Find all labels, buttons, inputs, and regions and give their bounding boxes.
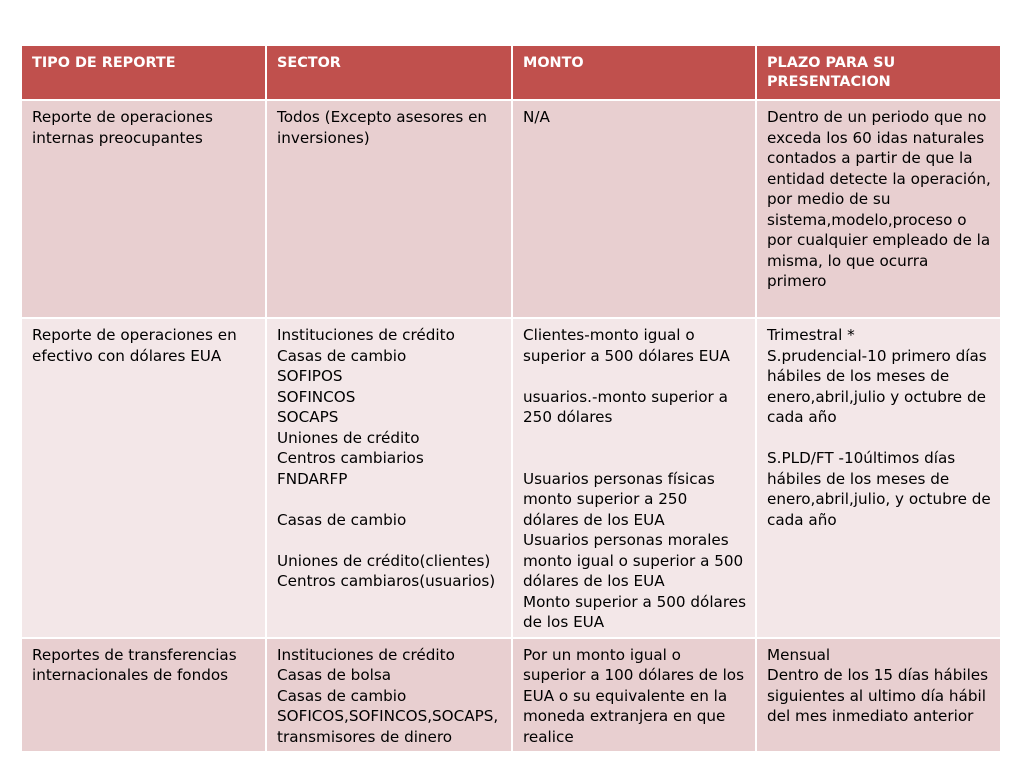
table-row	[21, 638, 1001, 753]
cell-sector: Instituciones de crédito Casas de cambio SOFIPOS SOFINCOS SOCAPS Uniones de crédito Centros cambiarios FNDARFP Casas de cambio Uniones de crédito(clientes) Centros cambiaros(usuarios)	[266, 318, 512, 638]
cell-tipo: Reporte de operaciones en efectivo con dólares EUA	[21, 318, 266, 638]
table-row	[21, 318, 1001, 638]
cell-tipo: Reportes de transferencias internacionales de fondos	[21, 638, 266, 753]
cell-plazo: Trimestral * S.prudencial-10 primero días hábiles de los meses de enero,abril,julio y octubre de cada año S.PLD/FT -10últimos días hábiles de los meses de enero,abril,julio, y octubre de cada año	[756, 318, 1001, 638]
table-row	[21, 100, 1001, 318]
cell-plazo: Dentro de un periodo que no exceda los 60 idas naturales contados a partir de que la entidad detecte la operación, por medio de su sistema,modelo,proceso o por cualquier empleado de la misma, lo que ocurra primero	[756, 100, 1001, 318]
report-table	[20, 44, 1002, 753]
cell-monto: N/A	[512, 100, 756, 318]
cell-monto: Por un monto igual o superior a 100 dólares de los EUA o su equivalente en la moneda extranjera en que realice	[512, 638, 756, 753]
header-monto: MONTO	[512, 45, 756, 100]
cell-monto: Clientes-monto igual o superior a 500 dólares EUA usuarios.-monto superior a 250 dólares Usuarios personas físicas monto superior a 250 dólares de los EUA Usuarios personas morales monto igual o superior a 500 dólares de los EUA Monto superior a 500 dólares de los EUA	[512, 318, 756, 638]
cell-sector: Todos (Excepto asesores en inversiones)	[266, 100, 512, 318]
header-tipo-de-reporte: TIPO DE REPORTE	[21, 45, 266, 100]
header-plazo: PLAZO PARA SU PRESENTACION	[756, 45, 1001, 100]
cell-tipo: Reporte de operaciones internas preocupantes	[21, 100, 266, 318]
header-sector: SECTOR	[266, 45, 512, 100]
header-row	[21, 45, 1001, 100]
cell-plazo: Mensual Dentro de los 15 días hábiles siguientes al ultimo día hábil del mes inmediato anterior	[756, 638, 1001, 753]
cell-sector: Instituciones de crédito Casas de bolsa Casas de cambio SOFICOS,SOFINCOS,SOCAPS,transmisores de dinero	[266, 638, 512, 753]
